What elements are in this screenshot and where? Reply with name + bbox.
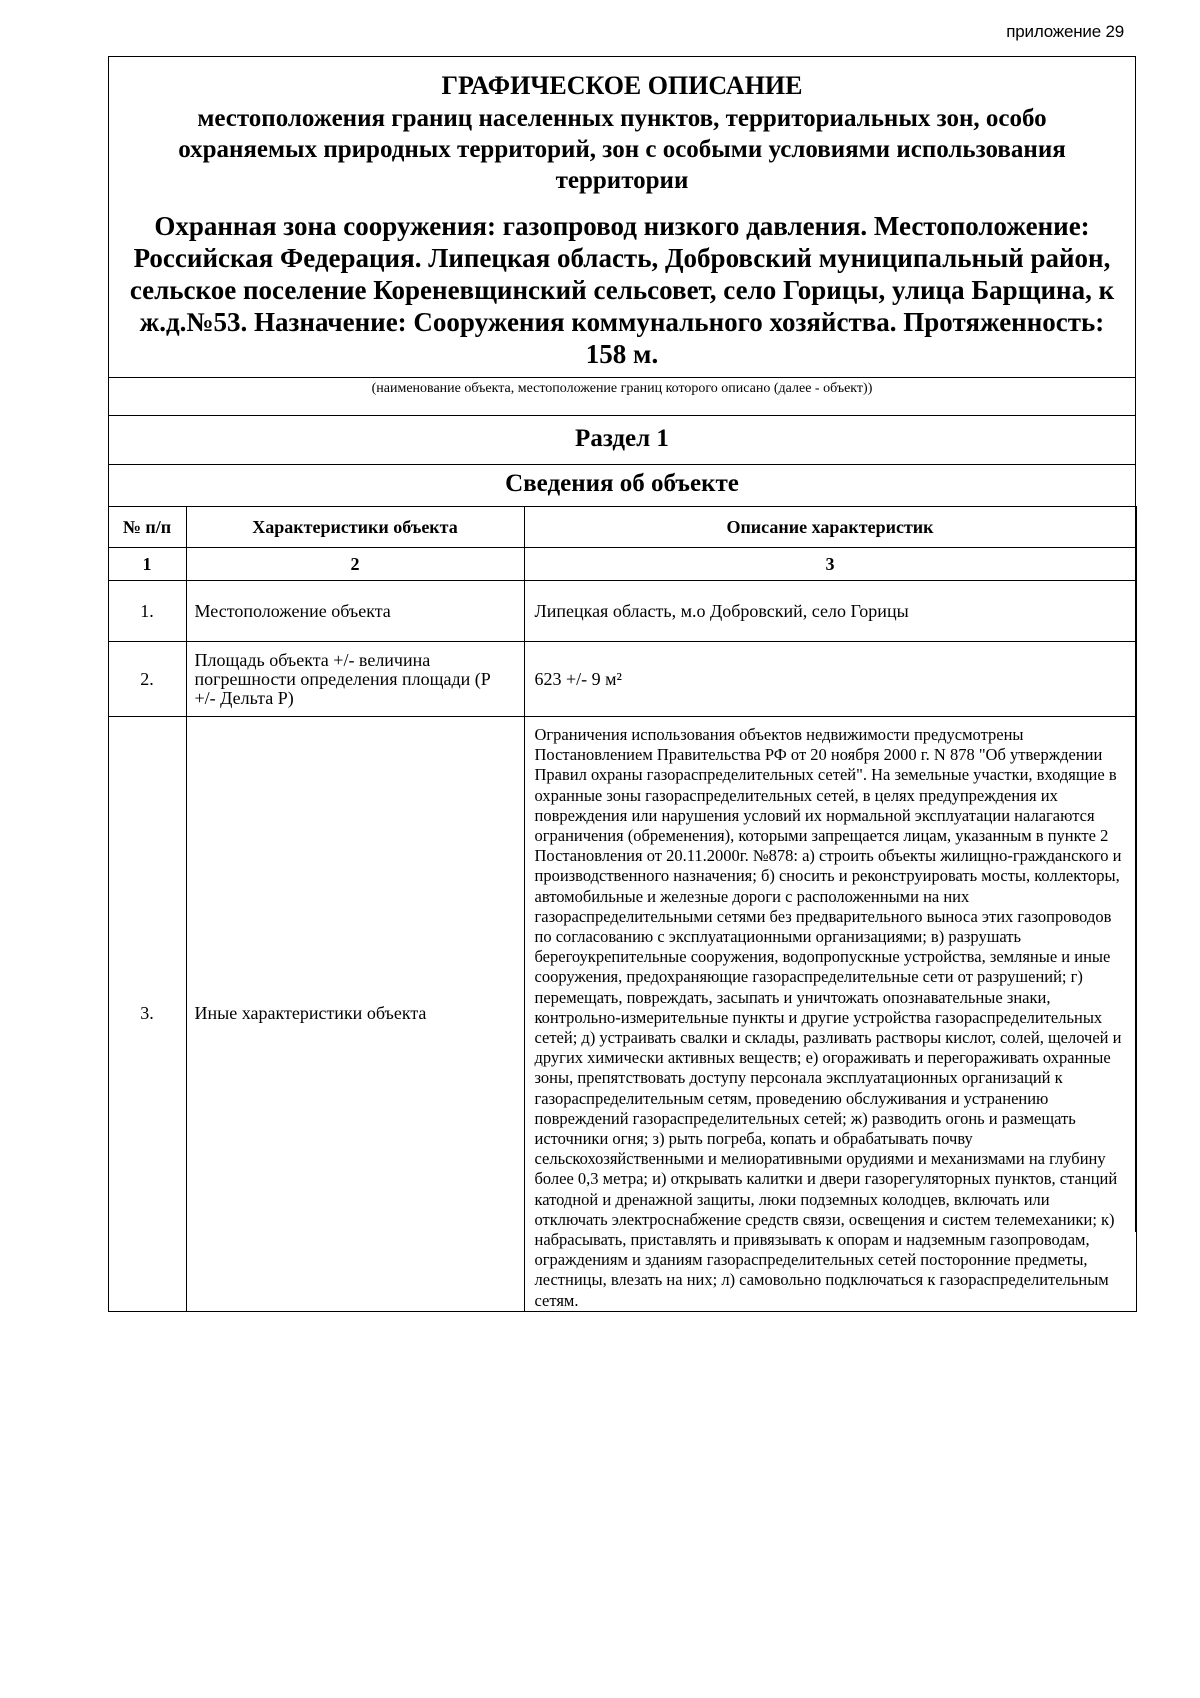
appendix-label: приложение 29 xyxy=(1006,22,1124,41)
document-header xyxy=(109,57,1135,370)
document-subtitle: местоположения границ населенных пунктов, территориальных зон, особо охраняемых природных территорий, зон с особыми условиями использования территории xyxy=(178,105,1066,194)
document-title: ГРАФИЧЕСКОЕ ОПИСАНИЕ xyxy=(441,71,803,100)
row-description: Липецкая область, м.о Добровский, село Горицы xyxy=(524,581,1136,642)
row-number: 1. xyxy=(108,581,186,642)
table-row xyxy=(108,642,1136,717)
object-properties-table xyxy=(108,506,1137,1312)
table-header-row xyxy=(108,507,1136,548)
row-description: Ограничения использования объектов недвижимости предусмотрены Постановлением Правительства РФ от 20 ноября 2000 г. N 878 "Об утверждении Правил охраны газораспределительных сетей". На земельные участки, входящие в охранные зоны газораспределительных сетей, в целях предупреждения их повреждения или нарушения условий их нормальной эксплуатации налагаются ограничения (обременения), которыми запрещается лицам, указанным в пункте 2 Постановления от 20.11.2000г. №878: а) строить объекты жилищно-гражданского и производственного назначения; б) сносить и реконструировать мосты, коллекторы, автомобильные и железные дороги с расположенными на них газораспределительными сетями без предварительного выноса этих газопроводов по согласованию с эксплуатационными организациями; в) разрушать берегоукрепительные сооружения, водопропускные устройства, земляные и иные сооружения, предохраняющие газораспределительные сети от разрушений; г) перемещать, повреждать, засыпать и уничтожать опознавательные знаки, контрольно-измерительные пункты и другие устройства газораспределительных сетей; д) устраивать свалки и склады, разливать растворы кислот, солей, щелочей и других химически активных веществ; е) огораживать и перегораживать охранные зоны, препятствовать доступу персонала эксплуатационных организаций к газораспределительным сетям, проведению обслуживания и устранению повреждений газораспределительных сетей; ж) разводить огонь и размещать источники огня; з) рыть погреба, копать и обрабатывать почву сельскохозяйственными и мелиоративными орудиями и механизмами на глубину более 0,3 метра; и) открывать калитки и двери газорегуляторных пунктов, станций катодной и дренажной защиты, люки подземных колодцев, включать или отключать электроснабжение средств связи, освещения и систем телемеханики; к) набрасывать, приставлять и привязывать к опорам и надземным газопроводам, ограждениям и зданиям газораспределительных сетей посторонние предметы, лестницы, влезать на них; л) самовольно подключаться к газораспределительным сетям. xyxy=(524,717,1136,1312)
row-description: 623 +/- 9 м² xyxy=(524,642,1136,717)
table-row xyxy=(108,581,1136,642)
row-characteristic: Местоположение объекта xyxy=(186,581,524,642)
section-title: Раздел 1 xyxy=(575,425,669,452)
column-number: 1 xyxy=(108,548,186,581)
column-header-description: Описание характеристик xyxy=(524,507,1136,548)
document-frame xyxy=(108,56,1136,1310)
row-number: 2. xyxy=(108,642,186,717)
object-caption: (наименование объекта, местоположение границ которого описано (далее - объект)) xyxy=(371,381,873,396)
row-characteristic: Площадь объекта +/- величина погрешности определения площади (P +/- Дельта P) xyxy=(186,642,524,717)
row-number: 3. xyxy=(108,717,186,1312)
column-number: 2 xyxy=(186,548,524,581)
row-characteristic: Иные характеристики объекта xyxy=(186,717,524,1312)
column-number-row xyxy=(108,548,1136,581)
object-description: Охранная зона сооружения: газопровод низкого давления. Местоположение: Российская Федерация. Липецкая область, Добровский муниципальный район, сельское поселение Кореневщинский сельсовет, село Горицы, улица Барщина, к ж.д.№53. Назначение: Сооружения коммунального хозяйства. Протяженность: 158 м. xyxy=(129,211,1115,369)
info-divider xyxy=(109,464,1135,465)
table-row xyxy=(108,717,1136,1312)
section-divider xyxy=(109,415,1135,416)
column-header-number: № п/п xyxy=(108,507,186,548)
column-header-characteristic: Характеристики объекта xyxy=(186,507,524,548)
section-subtitle: Сведения об объекте xyxy=(505,470,739,497)
column-number: 3 xyxy=(524,548,1136,581)
caption-divider xyxy=(109,377,1135,378)
